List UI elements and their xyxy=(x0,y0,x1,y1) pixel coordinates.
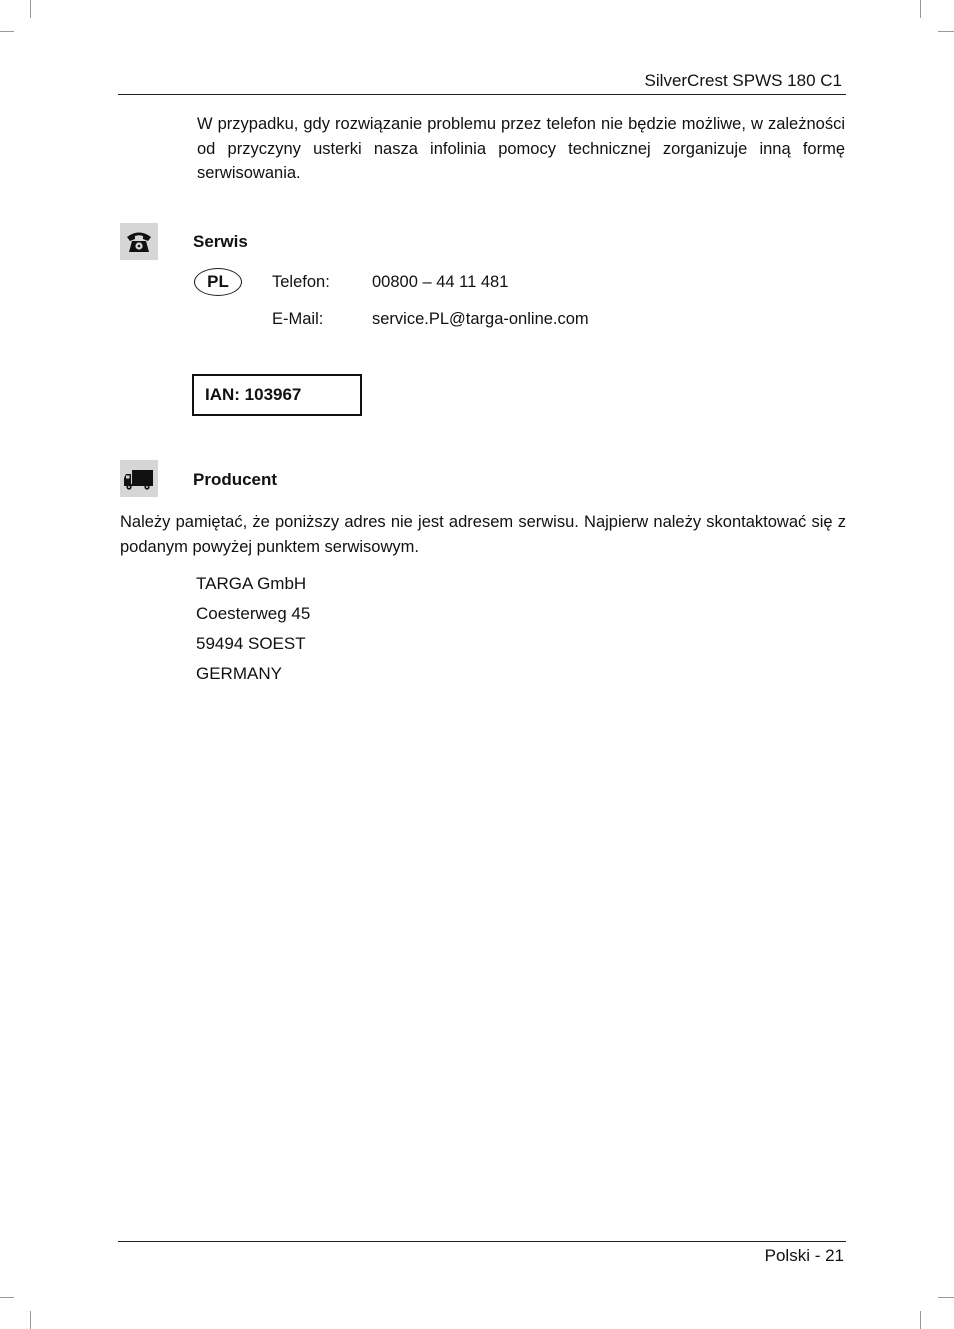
email-address[interactable]: service.PL@targa-online.com xyxy=(372,310,589,328)
producer-section-title: Producent xyxy=(193,470,278,489)
ian-box xyxy=(192,374,362,416)
service-section-title: Serwis xyxy=(193,232,248,251)
address-company: TARGA GmbH xyxy=(196,574,307,593)
crop-mark xyxy=(920,1311,921,1329)
producer-note: Należy pamiętać, że poniższy adres nie jest adresem serwisu. Najpierw należy skontaktować się z podanym powyżej punktem serwisowym. xyxy=(120,513,846,556)
email-label: E-Mail: xyxy=(272,310,324,328)
address-street: Coesterweg 45 xyxy=(196,604,311,623)
crop-mark xyxy=(938,1297,954,1298)
crop-mark xyxy=(30,1311,31,1329)
address-country: GERMANY xyxy=(196,664,282,683)
address-city: 59494 SOEST xyxy=(196,634,306,653)
country-badge: PL xyxy=(194,268,242,296)
crop-mark xyxy=(920,0,921,18)
truck-icon xyxy=(120,460,158,497)
phone-number[interactable]: 00800 – 44 11 481 xyxy=(372,273,509,291)
crop-mark xyxy=(0,31,14,32)
telephone-icon xyxy=(120,223,158,260)
footer-rule xyxy=(118,1241,846,1242)
phone-label: Telefon: xyxy=(272,273,330,291)
header-rule xyxy=(118,94,846,95)
crop-mark xyxy=(30,0,31,18)
crop-mark xyxy=(938,31,954,32)
ian-number: IAN: 103967 xyxy=(205,385,302,404)
page-header-title: SilverCrest SPWS 180 C1 xyxy=(644,71,842,90)
intro-paragraph: W przypadku, gdy rozwiązanie problemu przez telefon nie będzie możliwe, w zależności od przyczyny usterki nasza infolinia pomocy technicznej zorganizuje inną formę serwisowania. xyxy=(197,115,845,182)
page-number: Polski - 21 xyxy=(764,1246,844,1265)
crop-mark xyxy=(0,1297,14,1298)
